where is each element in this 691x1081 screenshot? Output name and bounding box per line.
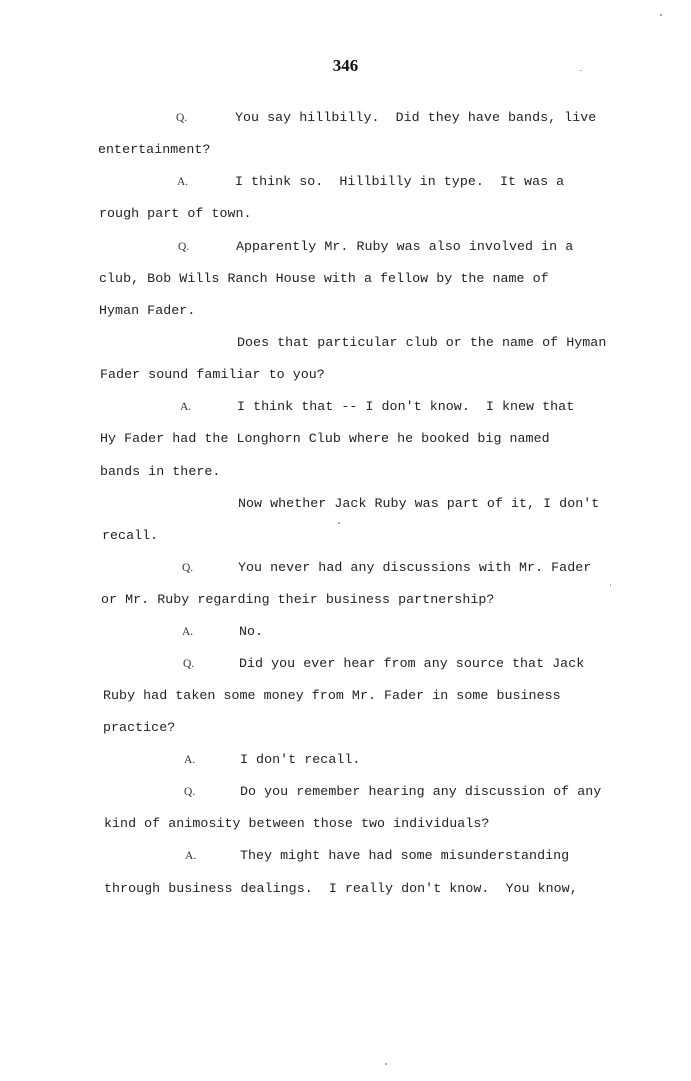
- transcript-line: or Mr. Ruby regarding their business partnership?: [101, 592, 495, 607]
- transcript-line: through business dealings. I really don't know. You know,: [104, 881, 578, 896]
- speaker-label: Q.: [178, 241, 190, 253]
- speaker-label: A.: [182, 626, 194, 638]
- transcript-line: They might have had some misunderstanding: [240, 848, 570, 863]
- transcript-line: Fader sound familiar to you?: [100, 367, 325, 382]
- transcript-line: You never had any discussions with Mr. Fader: [238, 560, 592, 575]
- transcript-line: Do you remember hearing any discussion of any: [240, 784, 602, 799]
- transcript-line: entertainment?: [98, 142, 211, 157]
- transcript-line: practice?: [103, 720, 176, 735]
- speaker-label: A.: [184, 754, 196, 766]
- scan-speck: [580, 70, 582, 71]
- transcript-line: I think that -- I don't know. I knew that: [237, 399, 575, 414]
- speaker-label: A.: [185, 850, 197, 862]
- scan-speck: [385, 1063, 387, 1065]
- scan-speck: [610, 584, 611, 586]
- transcript-line: bands in there.: [100, 464, 221, 479]
- speaker-label: Q.: [184, 786, 196, 798]
- transcript-line: kind of animosity between those two individuals?: [104, 816, 490, 831]
- speaker-label: Q.: [176, 112, 188, 124]
- scan-speck: [338, 522, 340, 524]
- transcript-line: Hy Fader had the Longhorn Club where he booked big named: [100, 431, 550, 446]
- transcript-line: Ruby had taken some money from Mr. Fader in some business: [103, 688, 561, 703]
- transcript-line: rough part of town.: [99, 206, 252, 221]
- speaker-label: A.: [180, 401, 192, 413]
- transcript-line: recall.: [102, 528, 159, 543]
- speaker-label: Q.: [182, 562, 194, 574]
- transcript-line: Now whether Jack Ruby was part of it, I don't: [238, 496, 600, 511]
- transcript-line: Does that particular club or the name of Hyman: [237, 335, 607, 350]
- transcript-line: I don't recall.: [240, 752, 361, 767]
- transcript-line: No.: [239, 624, 264, 639]
- transcript-line: Apparently Mr. Ruby was also involved in a: [236, 239, 574, 254]
- transcript-line: You say hillbilly. Did they have bands, live: [235, 110, 597, 125]
- page-number: 346: [332, 56, 359, 75]
- speaker-label: Q.: [183, 658, 195, 670]
- transcript-line: Did you ever hear from any source that Jack: [239, 656, 585, 671]
- speaker-label: A.: [177, 176, 189, 188]
- transcript-line: club, Bob Wills Ranch House with a fellow by the name of: [99, 271, 549, 286]
- scan-speck: [660, 14, 662, 16]
- transcript-line: I think so. Hillbilly in type. It was a: [235, 174, 565, 189]
- transcript-line: Hyman Fader.: [99, 303, 196, 318]
